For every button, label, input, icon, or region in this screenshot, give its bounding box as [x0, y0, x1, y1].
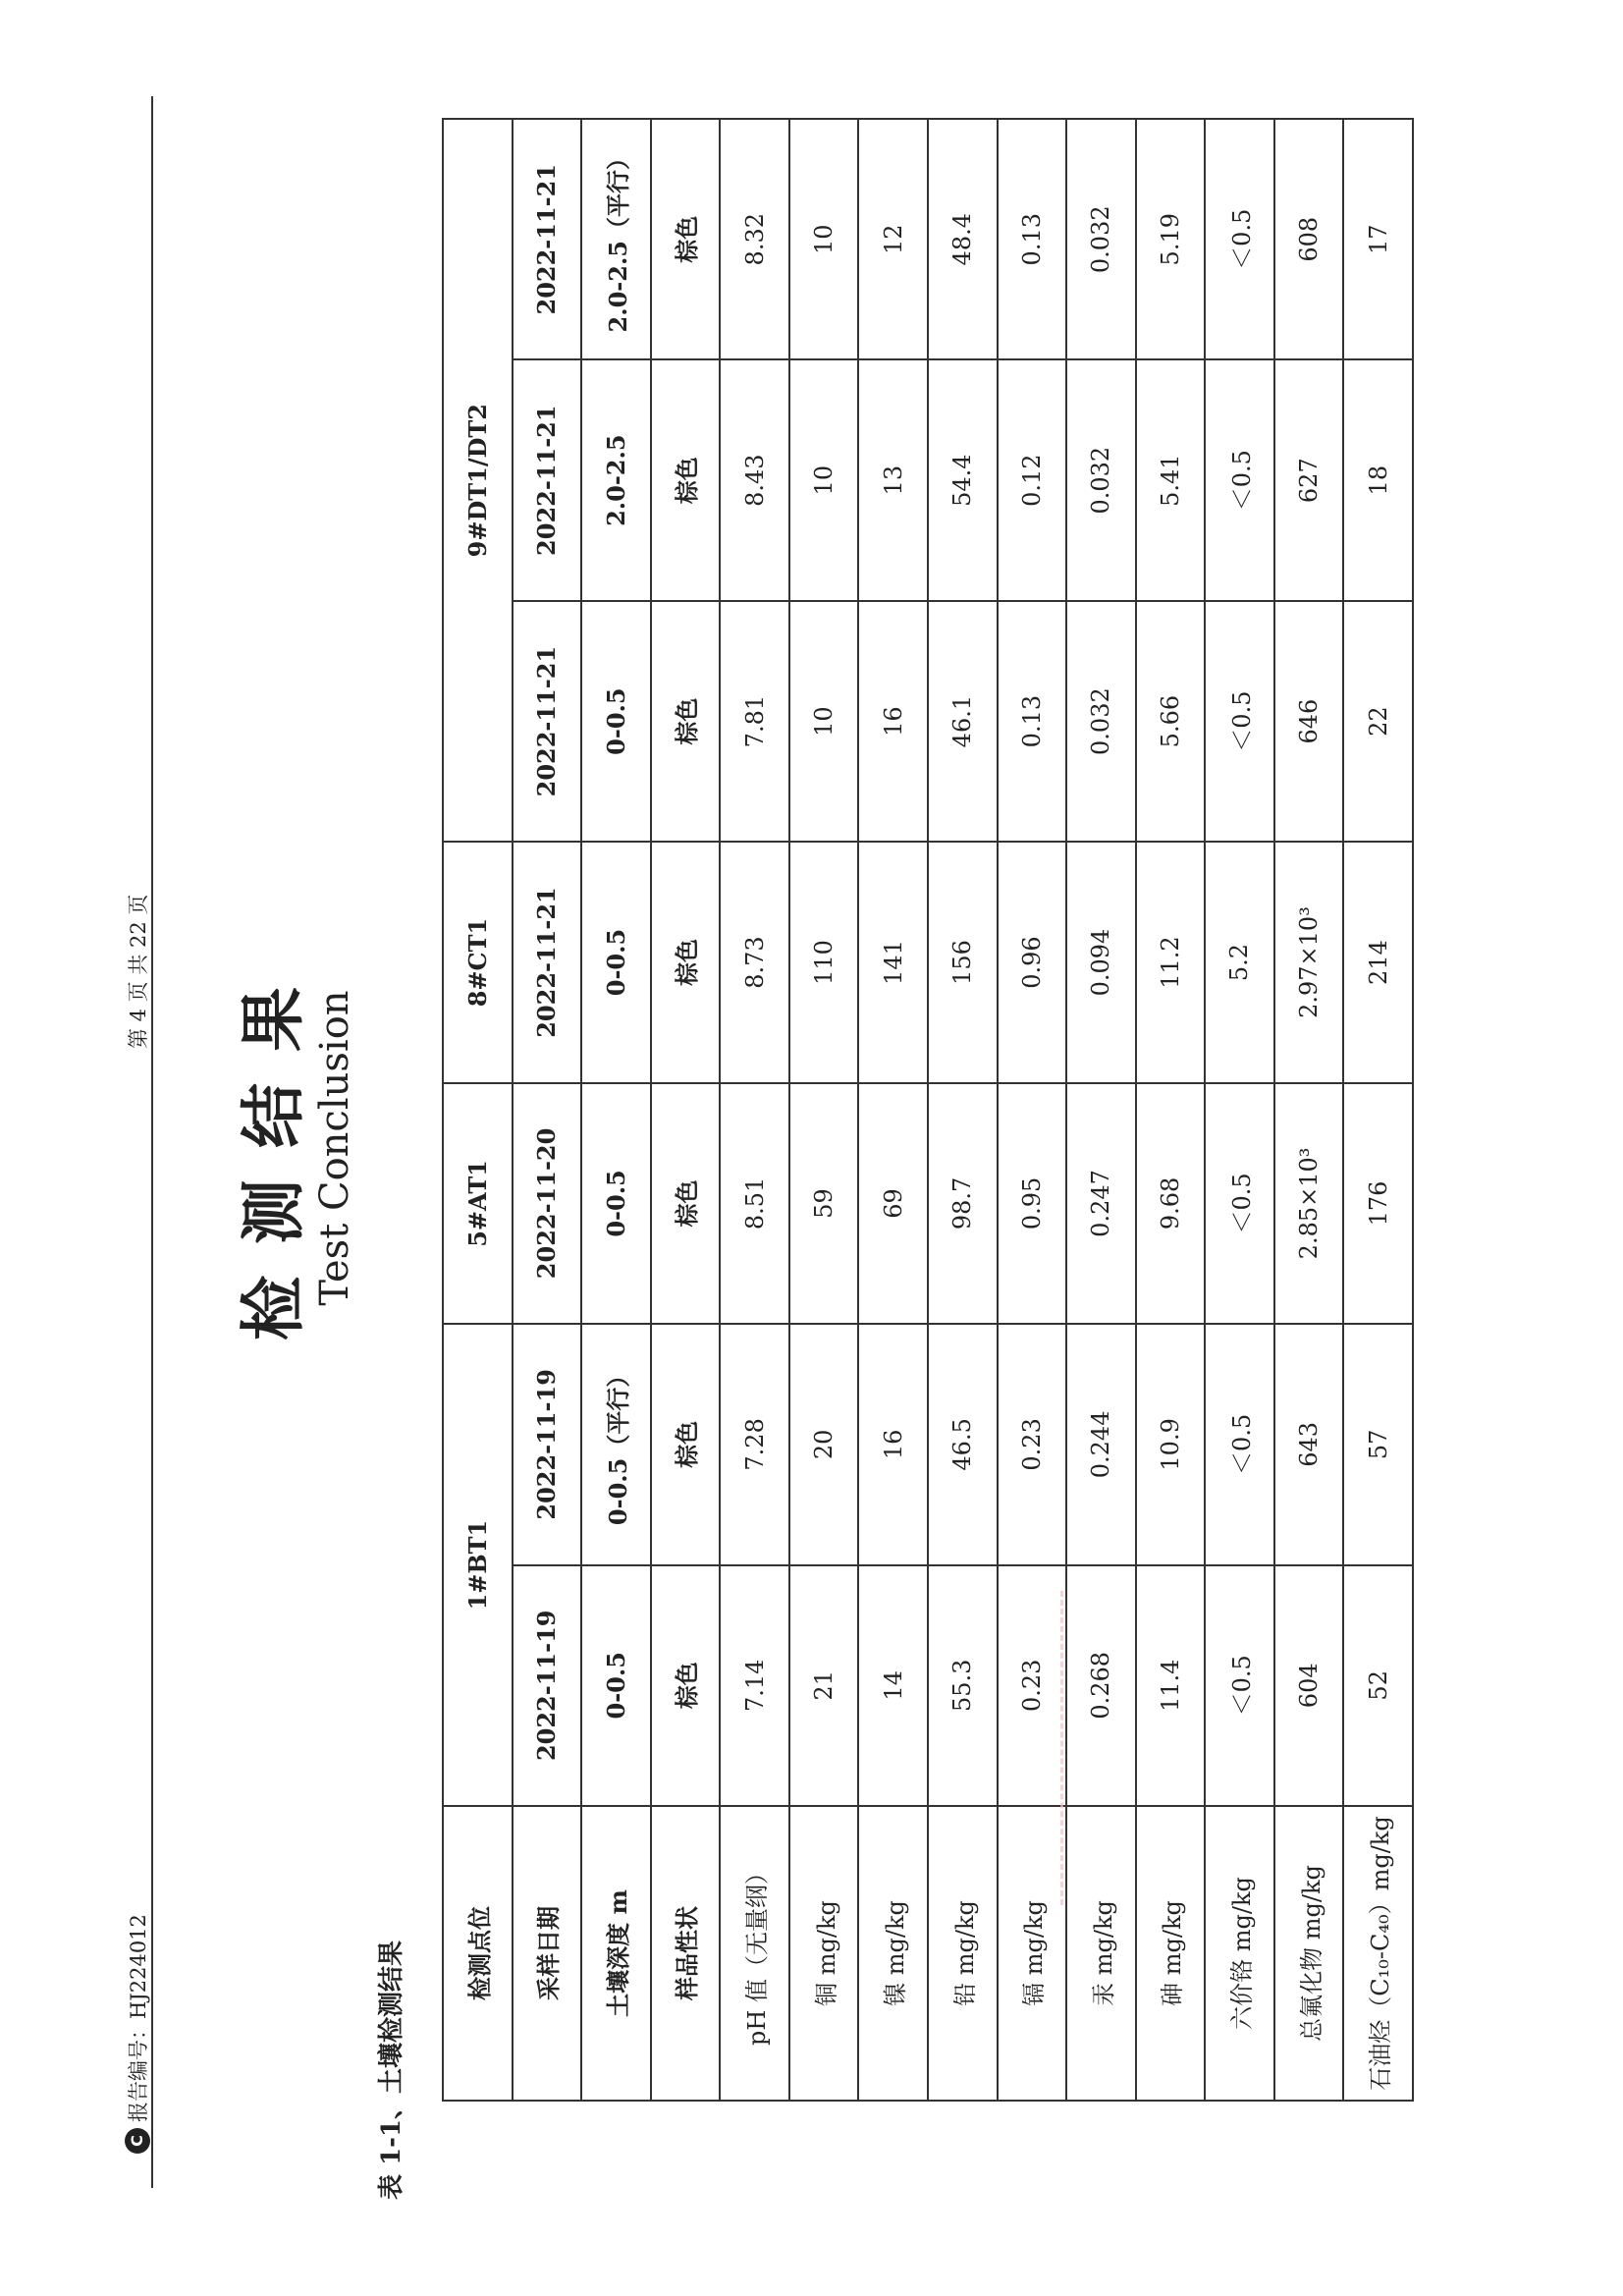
value-cell: 0.032: [1066, 119, 1136, 359]
value-cell: 7.81: [720, 601, 789, 842]
parameter-label: 总氟化物 mg/kg: [1274, 1806, 1344, 2101]
value-cell: 627: [1274, 359, 1344, 600]
date-cell: 2022-11-21: [513, 842, 582, 1082]
value-cell: 0.12: [998, 359, 1067, 600]
date-cell: 2022-11-19: [513, 1565, 582, 1806]
value-cell: 7.28: [720, 1324, 789, 1564]
appearance-cell: 棕色: [651, 601, 721, 842]
value-cell: 54.4: [928, 359, 998, 600]
value-cell: 0.244: [1066, 1324, 1136, 1564]
depth-cell: 2.0-2.5（平行）: [581, 119, 651, 359]
value-cell: 0.032: [1066, 601, 1136, 842]
value-cell: 176: [1343, 1083, 1413, 1324]
value-cell: 13: [858, 359, 928, 600]
value-cell: 17: [1343, 119, 1413, 359]
location-header: 检测点位: [443, 1806, 513, 2101]
table-row-date: [513, 119, 582, 2101]
value-cell: 0.23: [998, 1565, 1067, 1806]
value-cell: 0.247: [1066, 1083, 1136, 1324]
table-row-depth: [581, 119, 651, 2101]
table-row: [789, 119, 859, 2101]
parameter-label: 铅 mg/kg: [928, 1806, 998, 2101]
location-group: 8#CT1: [443, 842, 513, 1082]
value-cell: 14: [858, 1565, 928, 1806]
value-cell: 8.32: [720, 119, 789, 359]
appearance-cell: 棕色: [651, 359, 721, 600]
depth-cell: 0-0.5: [581, 601, 651, 842]
table-row: [858, 119, 928, 2101]
page-info: 第 4 页 共 22 页: [127, 894, 150, 1049]
header-divider: [151, 96, 153, 2188]
value-cell: 5.2: [1205, 842, 1274, 1082]
appearance-cell: 棕色: [651, 1324, 721, 1564]
value-cell: 5.66: [1136, 601, 1206, 842]
value-cell: 46.5: [928, 1324, 998, 1564]
appearance-cell: 棕色: [651, 1565, 721, 1806]
date-label: 采样日期: [513, 1806, 582, 2101]
value-cell: 11.2: [1136, 842, 1206, 1082]
value-cell: 156: [928, 842, 998, 1082]
value-cell: 0.032: [1066, 359, 1136, 600]
value-cell: 10: [789, 359, 859, 600]
date-cell: 2022-11-19: [513, 1324, 582, 1564]
value-cell: 22: [1343, 601, 1413, 842]
appearance-cell: 棕色: [651, 1083, 721, 1324]
value-cell: 0.95: [998, 1083, 1067, 1324]
table-row: [720, 119, 789, 2101]
value-cell: ＜0.5: [1205, 1565, 1274, 1806]
table-row: [1274, 119, 1344, 2101]
date-cell: 2022-11-21: [513, 601, 582, 842]
soil-results-table: [442, 118, 1414, 2102]
value-cell: 10: [789, 119, 859, 359]
value-cell: 5.19: [1136, 119, 1206, 359]
table-row: [1205, 119, 1274, 2101]
value-cell: ＜0.5: [1205, 119, 1274, 359]
value-cell: 8.51: [720, 1083, 789, 1324]
value-cell: 0.96: [998, 842, 1067, 1082]
parameter-label: 镉 mg/kg: [998, 1806, 1067, 2101]
appearance-cell: 棕色: [651, 842, 721, 1082]
table-row: [1136, 119, 1206, 2101]
value-cell: 16: [858, 601, 928, 842]
value-cell: 8.43: [720, 359, 789, 600]
date-cell: 2022-11-20: [513, 1083, 582, 1324]
value-cell: 57: [1343, 1324, 1413, 1564]
page-title-en: Test Conclusion: [312, 990, 357, 1306]
depth-cell: 0-0.5（平行）: [581, 1324, 651, 1564]
location-group: 9#DT1/DT2: [443, 119, 513, 842]
appearance-label: 样品性状: [651, 1806, 721, 2101]
value-cell: 69: [858, 1083, 928, 1324]
value-cell: 48.4: [928, 119, 998, 359]
table-row: [998, 119, 1067, 2101]
value-cell: 7.14: [720, 1565, 789, 1806]
table-row: [928, 119, 998, 2101]
parameter-label: 六价铬 mg/kg: [1205, 1806, 1274, 2101]
value-cell: 643: [1274, 1324, 1344, 1564]
value-cell: 141: [858, 842, 928, 1082]
parameter-label: 汞 mg/kg: [1066, 1806, 1136, 2101]
page-title-zh: 检测结果: [236, 956, 311, 1340]
value-cell: 5.41: [1136, 359, 1206, 600]
table-row-appearance: [651, 119, 721, 2101]
appearance-cell: 棕色: [651, 119, 721, 359]
report-number-text: 报告编号：HJ224012: [127, 1914, 150, 2122]
value-cell: 98.7: [928, 1083, 998, 1324]
value-cell: 11.4: [1136, 1565, 1206, 1806]
table-caption: 表 1-1、土壤检测结果: [377, 1940, 406, 2200]
value-cell: 608: [1274, 119, 1344, 359]
value-cell: 0.094: [1066, 842, 1136, 1082]
value-cell: 0.13: [998, 119, 1067, 359]
faint-stamp-mark: [1060, 1591, 1077, 1905]
value-cell: ＜0.5: [1205, 1083, 1274, 1324]
value-cell: 10.9: [1136, 1324, 1206, 1564]
table-row-location: [443, 119, 513, 2101]
parameter-label: 镍 mg/kg: [858, 1806, 928, 2101]
location-group: 1#BT1: [443, 1324, 513, 1806]
value-cell: 16: [858, 1324, 928, 1564]
report-number: [123, 1914, 152, 2154]
depth-cell: 0-0.5: [581, 1083, 651, 1324]
value-cell: 214: [1343, 842, 1413, 1082]
date-cell: 2022-11-21: [513, 119, 582, 359]
value-cell: 0.268: [1066, 1565, 1136, 1806]
depth-cell: 2.0-2.5: [581, 359, 651, 600]
depth-cell: 0-0.5: [581, 842, 651, 1082]
value-cell: 0.13: [998, 601, 1067, 842]
depth-cell: 0-0.5: [581, 1565, 651, 1806]
table-row: [1343, 119, 1413, 2101]
value-cell: ＜0.5: [1205, 1324, 1274, 1564]
value-cell: 2.85×10³: [1274, 1083, 1344, 1324]
parameter-label: 铜 mg/kg: [789, 1806, 859, 2101]
depth-label: 土壤深度 m: [581, 1806, 651, 2101]
value-cell: 55.3: [928, 1565, 998, 1806]
value-cell: 0.23: [998, 1324, 1067, 1564]
parameter-label: 砷 mg/kg: [1136, 1806, 1206, 2101]
parameter-label: pH 值（无量纲）: [720, 1806, 789, 2101]
value-cell: 110: [789, 842, 859, 1082]
company-logo-icon: C: [125, 2128, 150, 2154]
value-cell: 59: [789, 1083, 859, 1324]
value-cell: 8.73: [720, 842, 789, 1082]
value-cell: 20: [789, 1324, 859, 1564]
value-cell: 21: [789, 1565, 859, 1806]
value-cell: 10: [789, 601, 859, 842]
value-cell: 46.1: [928, 601, 998, 842]
value-cell: 18: [1343, 359, 1413, 600]
value-cell: 2.97×10³: [1274, 842, 1344, 1082]
value-cell: ＜0.5: [1205, 359, 1274, 600]
location-group: 5#AT1: [443, 1083, 513, 1324]
value-cell: ＜0.5: [1205, 601, 1274, 842]
value-cell: 52: [1343, 1565, 1413, 1806]
parameter-label: 石油烃（C₁₀-C₄₀）mg/kg: [1343, 1806, 1413, 2101]
value-cell: 646: [1274, 601, 1344, 842]
date-cell: 2022-11-21: [513, 359, 582, 600]
value-cell: 604: [1274, 1565, 1344, 1806]
value-cell: 9.68: [1136, 1083, 1206, 1324]
value-cell: 12: [858, 119, 928, 359]
